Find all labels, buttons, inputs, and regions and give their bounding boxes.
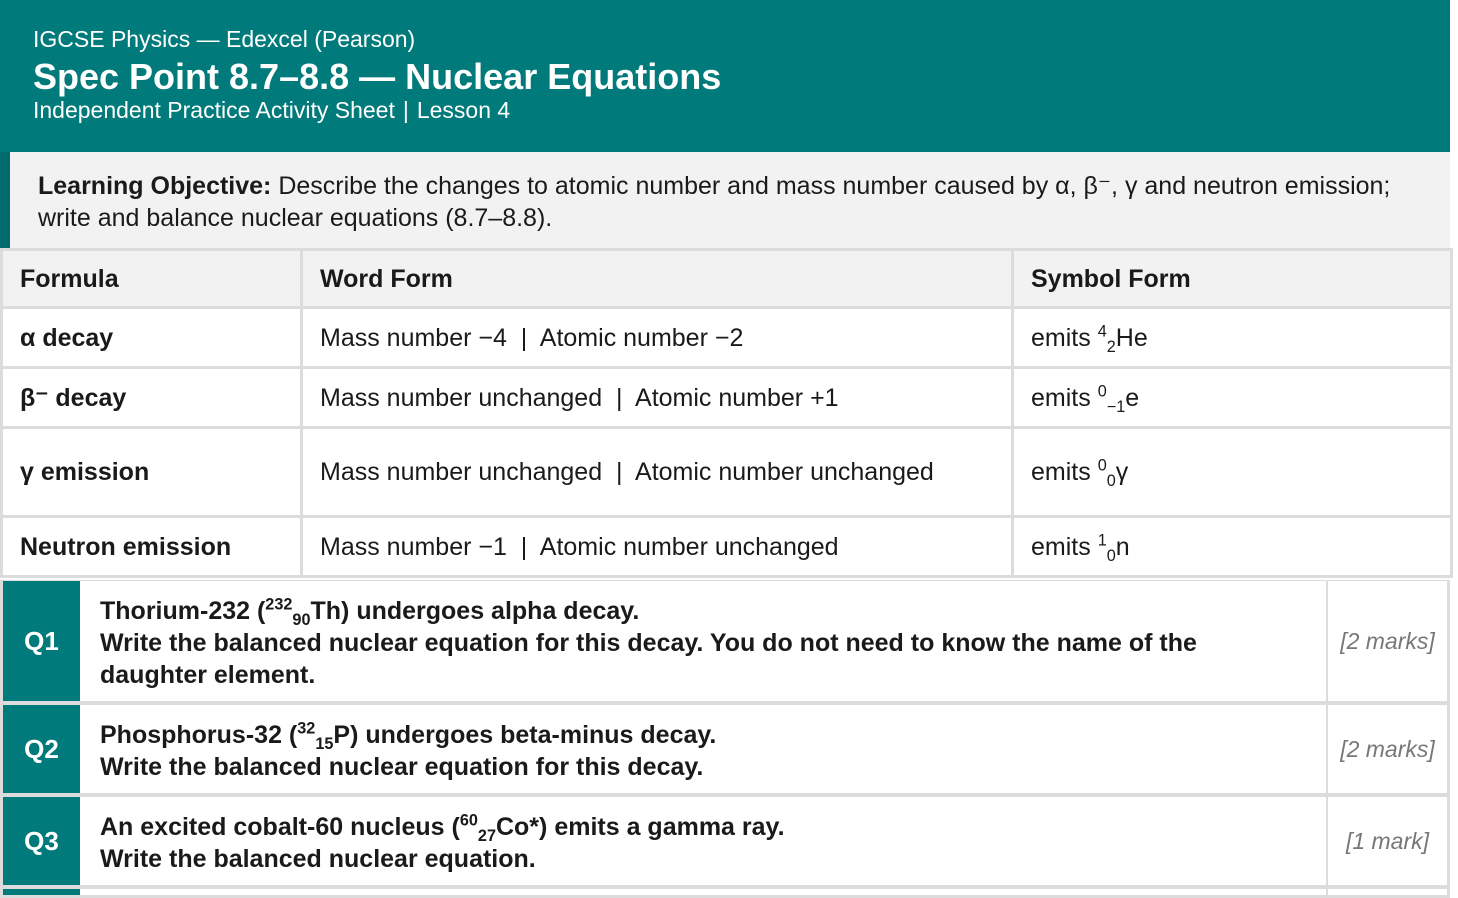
page-title: Spec Point 8.7–8.8 — Nuclear Equations [33, 56, 722, 97]
sheet-type: Independent Practice Activity Sheet [33, 97, 395, 123]
question-number: Q2 [0, 705, 80, 793]
page-header [0, 0, 1450, 152]
question-marks-partial [1328, 889, 1450, 895]
table-row [2, 368, 1452, 428]
table-row [2, 428, 1452, 517]
lesson-label: Lesson 4 [416, 97, 511, 123]
row-word-form: Mass number −4 | Atomic number −2 [302, 308, 1013, 368]
formula-table [0, 248, 1453, 578]
row-formula: Neutron emission [2, 517, 302, 577]
question-instruction: Write the balanced nuclear equation for this decay. [100, 753, 704, 781]
row-word-form: Mass number unchanged | Atomic number +1 [302, 368, 1013, 428]
question-marks: [2 marks] [1328, 581, 1450, 701]
row-symbol-form: emits $^4_2$He [1013, 308, 1452, 368]
question-row [0, 580, 1450, 704]
row-symbol-form: emits $^0_{-1}$e [1013, 368, 1452, 428]
table-row [2, 517, 1452, 577]
header-word-form: Word Form [302, 250, 1013, 308]
question-text: Thorium-232 ($^{232}_{90}$Th) undergoes alpha decay. Write the balanced nuclear equation for this decay. You do not need to know the name of the daughter element. [80, 581, 1328, 701]
question-text: Phosphorus-32 ($^{32}_{15}$P) undergoes beta-minus decay. Write the balanced nuclear equation for this decay. [80, 705, 1328, 793]
header-symbol-form: Symbol Form [1013, 250, 1452, 308]
question-marks: [1 mark] [1328, 797, 1450, 885]
question-row [0, 704, 1450, 796]
question-text: An excited cobalt-60 nucleus ($^{60}_{27}$Co*) emits a gamma ray. Write the balanced nuclear equation. [80, 797, 1328, 885]
question-list [0, 580, 1450, 898]
row-word-form: Mass number unchanged | Atomic number unchanged [302, 428, 1013, 517]
subtitle-separator: | [402, 97, 409, 123]
course-name: IGCSE Physics — Edexcel (Pearson) [33, 26, 416, 52]
header-formula: Formula [2, 250, 302, 308]
question-row [0, 796, 1450, 888]
question-instruction: Write the balanced nuclear equation. [100, 845, 536, 873]
question-instruction: Write the balanced nuclear equation for this decay. You do not need to know the name of the daughter element. [100, 629, 1197, 689]
learning-objective [0, 152, 1450, 248]
question-number: Q3 [0, 797, 80, 885]
question-text-partial [80, 889, 1328, 895]
question-number: Q1 [0, 581, 80, 701]
question-row-partial [0, 888, 1450, 898]
row-formula: α decay [2, 308, 302, 368]
row-word-form: Mass number −1 | Atomic number unchanged [302, 517, 1013, 577]
row-symbol-form: emits $^1_0$n [1013, 517, 1452, 577]
objective-label: Learning Objective: [38, 172, 272, 200]
page-subtitle [33, 97, 510, 124]
table-row [2, 308, 1452, 368]
row-formula: γ emission [2, 428, 302, 517]
question-marks: [2 marks] [1328, 705, 1450, 793]
row-formula: β⁻ decay [2, 368, 302, 428]
row-symbol-form: emits $^0_0$γ [1013, 428, 1452, 517]
question-number-partial [0, 889, 80, 895]
table-header-row [2, 250, 1452, 308]
objective-text: Describe the changes to atomic number and mass number caused by α, β⁻, γ and neutron emission; write and balance nuclear equations (8.7–8.8). [38, 172, 1391, 232]
